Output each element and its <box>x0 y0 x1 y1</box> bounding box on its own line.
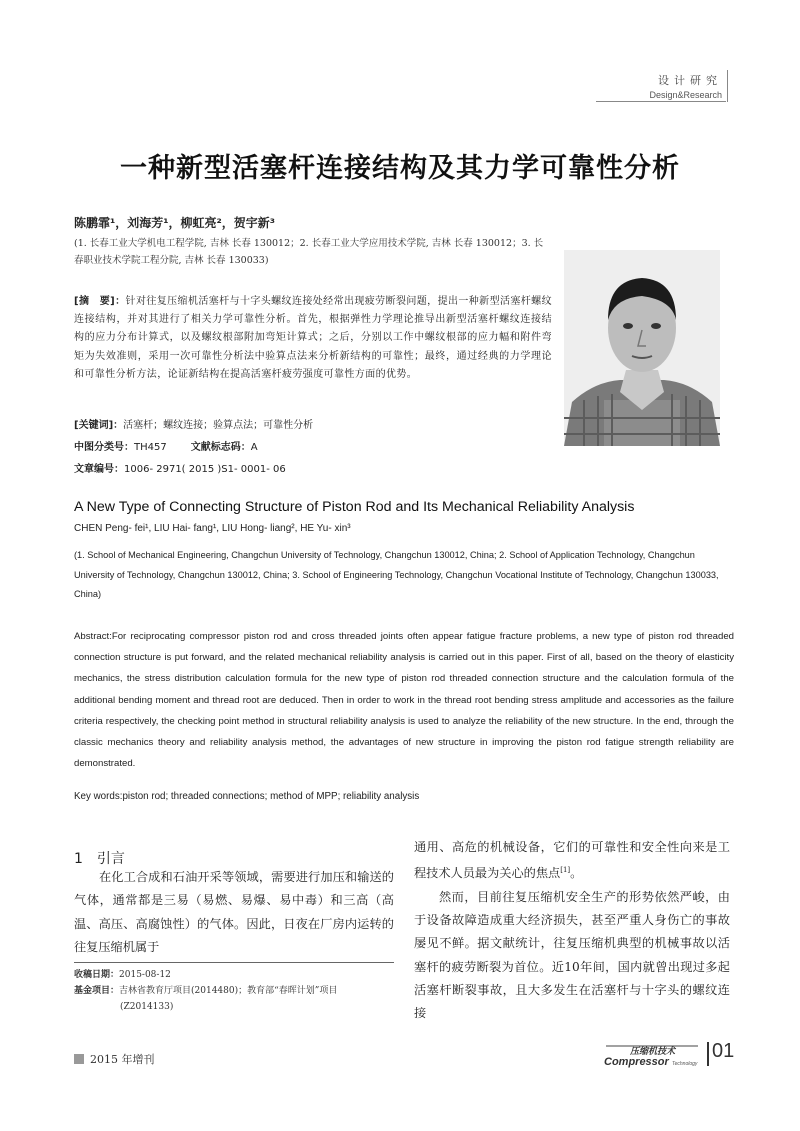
english-abstract-text: For reciprocating compressor piston rod and cross threaded joints often appear fatigue fracture problems, a new type of piston rod threaded connection structure is put forward, and the related mechanical reliability analysis is carried out in this paper. First of all, based on the theory of elasticity mechanics, the stress distribution calculation formula for the new type of piston rod threaded connection structure and the calculation formula of the additional bending moment and thread root are deduced. Then in order to work in the thread root bending stress amplitude and accessories as the failure criteria respectively, the checking point method in structural reliability analysis is used to analyze the reliability of the new structure. In the end, through the classic mechanics theory and reliability analysis method, the advantages of new structure in improving the piston rod fatigue strength reliability are demonstrated. <box>74 631 734 770</box>
body-paragraph: 然而，目前往复压缩机安全生产的形势依然严峻，由于设备故障造成重大经济损失，甚至严重人身伤亡的事故屡见不鲜。据文献统计，往复压缩机典型的机械事故以活塞杆的疲劳断裂为首位。近10年间，国内就曾出现过多起活塞杆断裂事故，且大多发生在活塞杆与十字头的螺纹连接 <box>414 889 730 1021</box>
body-text: 。 <box>570 866 583 881</box>
classification-value: TH457 <box>134 442 167 453</box>
keywords-cn-label: [关键词]： <box>74 420 124 431</box>
section-heading: 1 引言 <box>74 851 125 867</box>
body-paragraph <box>414 836 730 886</box>
article-number-value: 1006- 2971( 2015 )S1- 0001- 06 <box>124 464 286 475</box>
svg-text:Technology: Technology <box>672 1061 698 1067</box>
author-photo <box>564 250 720 446</box>
section-label-en: Design&Research <box>649 90 722 100</box>
english-title: A New Type of Connecting Structure of Piston Rod and Its Mechanical Reliability Analysis <box>74 499 635 515</box>
header-rule <box>596 101 726 102</box>
fund-line <box>74 984 337 998</box>
body-column-left: 在化工合成和石油开采等领域，需要进行加压和输送的气体，通常都是三易（易燃、易爆、易中毒）和三高（高温、高压、高腐蚀性）的气体。因此，日夜在厂房内运转的往复压缩机属于 <box>74 870 394 954</box>
body-text: 通用、高危的机械设备，它们的可靠性和安全性向来是工程技术人员最为关心的焦点 <box>414 840 730 881</box>
english-keywords-label: Key words: <box>74 791 123 802</box>
footer-divider <box>707 1042 709 1066</box>
doc-code-label: 文献标志码： <box>190 442 251 453</box>
section-label-cn: 设计研究 <box>658 74 722 87</box>
page-number: 01 <box>712 1040 735 1062</box>
footnote-rule <box>74 962 394 963</box>
received-value: 2015-08-12 <box>119 970 171 980</box>
fund-label: 基金项目： <box>74 986 120 996</box>
english-keywords-text: piston rod; threaded connections; method of MPP; reliability analysis <box>122 791 420 802</box>
english-affiliation: (1. School of Mechanical Engineering, Changchun University of Technology, Changchun 130012, China; 2. School of Application Technology, Changchun University of Technology, Changchun 130012, China; 3. School of Engineering Technology, Changchun Vocational Institute of Technology, Changchun 130033, China) <box>74 550 719 599</box>
abstract-cn-text: 针对往复压缩机活塞杆与十字头螺纹连接处经常出现疲劳断裂问题，提出一种新型活塞杆螺纹连接结构，并对其进行了相关力学可靠性分析。首先，根据弹性力学理论推导出新型活塞杆螺纹连接结构的应力分布计算式，以及螺纹根部附加弯矩计算式；之后，分别以工作中螺纹根部的应力幅和附件弯矩为失效准则，采用一次可靠性分析法中验算点法来分析新结构的可靠性；最终，通过经典的力学理论和可靠性分析方法，论证新结构在提高活塞杆疲劳强度可靠性方面的优势。 <box>74 296 552 380</box>
footer-square-icon <box>74 1054 84 1064</box>
author-name: 柳虹亮²， <box>180 216 234 230</box>
doc-code-value: A <box>250 442 258 453</box>
classification-label: 中图分类号： <box>74 442 134 453</box>
author-name: 陈鹏霏¹， <box>74 216 128 230</box>
citation-ref: [1] <box>560 866 571 875</box>
abstract-cn-label: [摘 要]： <box>74 296 126 307</box>
affiliation-cn: (1. 长春工业大学机电工程学院, 吉林 长春 130012；2. 长春工业大学应用技术学院, 吉林 长春 130012；3. 长春职业技术学院工程分院, 吉林 长春 130033) <box>74 238 544 266</box>
keywords-cn <box>74 416 313 431</box>
author-list <box>74 214 275 231</box>
abstract-cn <box>74 293 552 384</box>
received-label: 收稿日期： <box>74 970 120 980</box>
keywords-cn-text: 活塞杆；螺纹连接；验算点法；可靠性分析 <box>123 420 314 431</box>
paper-title: 一种新型活塞杆连接结构及其力学可靠性分析 <box>120 153 680 184</box>
english-authors: CHEN Peng- fei¹, LIU Hai- fang¹, LIU Hong- liang², HE Yu- xin³ <box>74 523 351 534</box>
english-abstract-label: Abstract: <box>74 631 112 642</box>
author-name: 贺宇新³ <box>233 216 276 230</box>
footer-issue: 2015 年增刊 <box>90 1053 155 1066</box>
header-vertical-rule <box>727 70 728 102</box>
journal-logo <box>600 1042 704 1068</box>
fund-line-2: (Z2014133) <box>120 1002 174 1012</box>
body-column-right <box>414 836 730 1025</box>
classification-line <box>74 438 258 453</box>
received-date <box>74 968 171 982</box>
article-number-line <box>74 460 286 475</box>
english-keywords <box>74 791 419 802</box>
svg-text:Compressor: Compressor <box>604 1056 669 1068</box>
svg-text:压缩机技术: 压缩机技术 <box>630 1047 676 1057</box>
article-number-label: 文章编号： <box>74 464 124 475</box>
fund-value: 吉林省教育厅项目(2014480)；教育部“春晖计划”项目 <box>119 986 338 996</box>
english-abstract <box>74 626 734 774</box>
author-name: 刘海芳¹， <box>127 216 181 230</box>
